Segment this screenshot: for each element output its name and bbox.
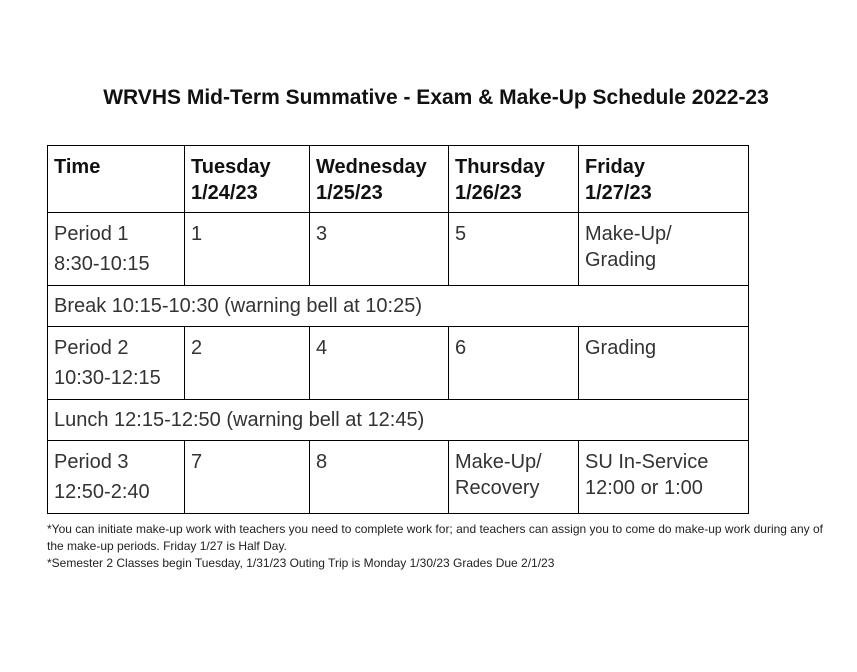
period-3-thursday: Make-Up/ Recovery	[449, 441, 579, 514]
period-1-cell	[48, 213, 185, 286]
header-friday-date: 1/27/23	[585, 182, 652, 204]
header-tuesday	[185, 146, 310, 213]
table-row-lunch	[48, 400, 749, 441]
table-row-period-2	[48, 327, 749, 400]
period-1-label: Period 1	[54, 223, 129, 245]
lunch-cell: Lunch 12:15-12:50 (warning bell at 12:45)	[48, 400, 749, 441]
break-cell: Break 10:15-10:30 (warning bell at 10:25)	[48, 286, 749, 327]
period-2-label: Period 2	[54, 337, 129, 359]
period-3-tuesday: 7	[185, 441, 310, 514]
header-wednesday-date: 1/25/23	[316, 182, 383, 204]
table-row-period-1	[48, 213, 749, 286]
period-2-friday: Grading	[579, 327, 749, 400]
period-3-wednesday: 8	[310, 441, 449, 514]
schedule-table	[47, 145, 749, 514]
period-3-friday: SU In-Service 12:00 or 1:00	[579, 441, 749, 514]
page-title: WRVHS Mid-Term Summative - Exam & Make-Up Schedule 2022-23	[103, 86, 769, 109]
header-wednesday	[310, 146, 449, 213]
period-1-wednesday: 3	[310, 213, 449, 286]
footnote-semester: *Semester 2 Classes begin Tuesday, 1/31/23 Outing Trip is Monday 1/30/23 Grades Due 2/1/23	[47, 556, 555, 570]
period-2-thursday: 6	[449, 327, 579, 400]
header-thursday	[449, 146, 579, 213]
period-2-cell	[48, 327, 185, 400]
period-3-time: 12:50-2:40	[54, 481, 150, 503]
header-tuesday-date: 1/24/23	[191, 182, 258, 204]
period-2-tuesday: 2	[185, 327, 310, 400]
period-1-time: 8:30-10:15	[54, 253, 150, 275]
table-row-break	[48, 286, 749, 327]
period-1-friday: Make-Up/ Grading	[579, 213, 749, 286]
table-header-row	[48, 146, 749, 213]
header-friday	[579, 146, 749, 213]
header-wednesday-day: Wednesday	[316, 156, 427, 178]
period-1-tuesday: 1	[185, 213, 310, 286]
table-row-period-3	[48, 441, 749, 514]
header-thursday-day: Thursday	[455, 156, 546, 178]
footnotes	[47, 521, 837, 572]
period-2-wednesday: 4	[310, 327, 449, 400]
period-1-thursday: 5	[449, 213, 579, 286]
period-2-time: 10:30-12:15	[54, 367, 161, 389]
header-friday-day: Friday	[585, 156, 646, 178]
period-3-cell	[48, 441, 185, 514]
header-time: Time	[48, 146, 185, 213]
header-tuesday-day: Tuesday	[191, 156, 271, 178]
header-thursday-date: 1/26/23	[455, 182, 522, 204]
footnote-makeup: *You can initiate make-up work with teachers you need to complete work for; and teachers can assign you to come do make-up work during any of the make-up periods. Friday 1/27 is Half Day.	[47, 522, 823, 553]
period-3-label: Period 3	[54, 451, 129, 473]
